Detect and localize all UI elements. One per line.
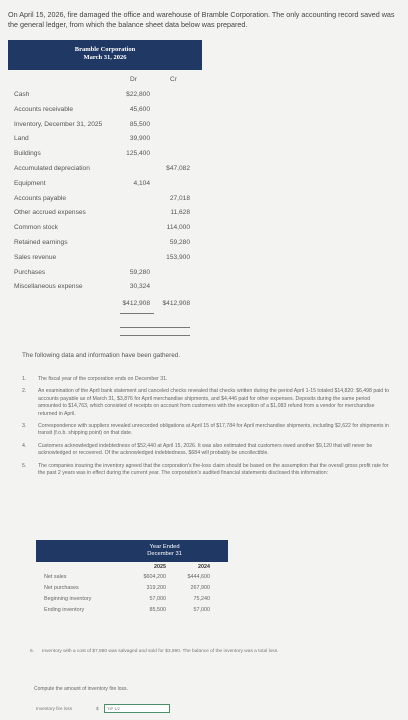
company-name: Bramble Corporation	[74, 46, 136, 53]
total-credit: $412,908	[162, 300, 190, 308]
answer-label: Inventory fire loss	[36, 706, 72, 711]
table-row: Buildings 125,400	[14, 150, 150, 158]
year-table	[36, 562, 228, 616]
statement-date: March 31, 2026	[83, 54, 127, 61]
table-row: Accounts payable 27,018	[14, 194, 190, 202]
trial-balance-table	[8, 88, 208, 312]
subtotal-rule	[120, 313, 154, 314]
table-row: Accumulated depreciation $47,082	[14, 164, 190, 172]
table-row: Cash $22,800	[14, 91, 150, 98]
question-prompt: Compute the amount of inventory fire loss.	[34, 686, 128, 692]
table-row: Purchases 59,280	[14, 268, 150, 276]
trial-balance-header	[8, 40, 202, 70]
list-item: 6. Inventory with a cost of $7,980 was salvaged and sold for $3,990. The balance of the inventory was a total loss.	[30, 649, 279, 654]
inventory-fire-loss-input[interactable]	[104, 704, 170, 713]
year-table-title: Year Ended	[149, 544, 180, 550]
info-list	[22, 376, 392, 482]
list-item: 3. Correspondence with suppliers revealed unrecorded obligations at April 15 of $17,784 for April merchandise shipments, including $2,622 for shipments in transit (f.o.b. shipping point) on that date.	[22, 423, 389, 437]
table-row: Net sales $604,200 $444,600	[44, 574, 210, 580]
total-rule	[120, 327, 190, 328]
totals-row	[8, 297, 208, 312]
list-item: 5. The companies insuring the inventory agreed that the corporation's fire-loss claim should be based on the assumption that the overall gross profit rate for the past 2 years was in effect during the current year. The corporation's audited financial statements disclosed this information:	[22, 462, 389, 477]
year-header-row: 2025 2024	[154, 564, 210, 570]
table-row: Beginning inventory 57,000 75,240	[44, 596, 210, 602]
table-row: Net purchases 319,200 267,900	[44, 585, 210, 591]
list-item: 4. Customers acknowledged indebtedness of $52,440 at April 15, 2026. It was also estimated that customers owed another $9,120 that will never be acknowledged or recovered. Of the acknowledged indebtedness, $684 will probably be uncollectible.	[22, 442, 373, 457]
answer-row	[36, 704, 176, 714]
year-table-subtitle: December 31	[147, 551, 182, 557]
intro-paragraph: On April 15, 2026, fire damaged the office and warehouse of Bramble Corporation. The only accounting record saved was the general ledger, from which the balance sheet data below was prepared.	[8, 10, 395, 29]
table-row: Miscellaneous expense 30,324	[14, 283, 150, 291]
year-table-header	[36, 540, 228, 562]
table-row: Sales revenue 153,900	[14, 253, 190, 261]
list-item: 1. The fiscal year of the corporation ends on December 31.	[22, 376, 168, 382]
currency-symbol: $	[96, 706, 99, 711]
table-row: Accounts receivable 45,600	[14, 105, 150, 113]
table-row: Inventory, December 31, 2025 85,500	[14, 120, 150, 128]
total-debit: $412,908	[122, 300, 150, 308]
double-rule	[120, 335, 190, 336]
table-row: Retained earnings 59,280	[14, 238, 190, 246]
table-row: Other accrued expenses 11,628	[14, 209, 190, 217]
table-row: Common stock 114,000	[14, 224, 190, 232]
credit-column-header: Cr	[170, 76, 177, 83]
gathered-intro: The following data and information have been gathered.	[22, 352, 181, 359]
table-row: Land 39,900	[14, 135, 150, 143]
debit-column-header: Dr	[130, 76, 137, 83]
table-row: Ending inventory 85,500 57,000	[44, 607, 210, 613]
table-row: Equipment 4,104	[14, 179, 150, 187]
list-item: 2. An examination of the April bank statement and canceled checks revealed that checks written during the period April 1-15 totaled $14,820: $6,498 paid to accounts payable as of March 31, $3,876 for April merchandise shipments, and $4,446 paid for other expenses. Deposits during the same period amounted to $14,763, which consisted of receipts on account from customers with the exception of a $1,083 refund from a vendor for merchandise returned in April.	[22, 388, 389, 417]
